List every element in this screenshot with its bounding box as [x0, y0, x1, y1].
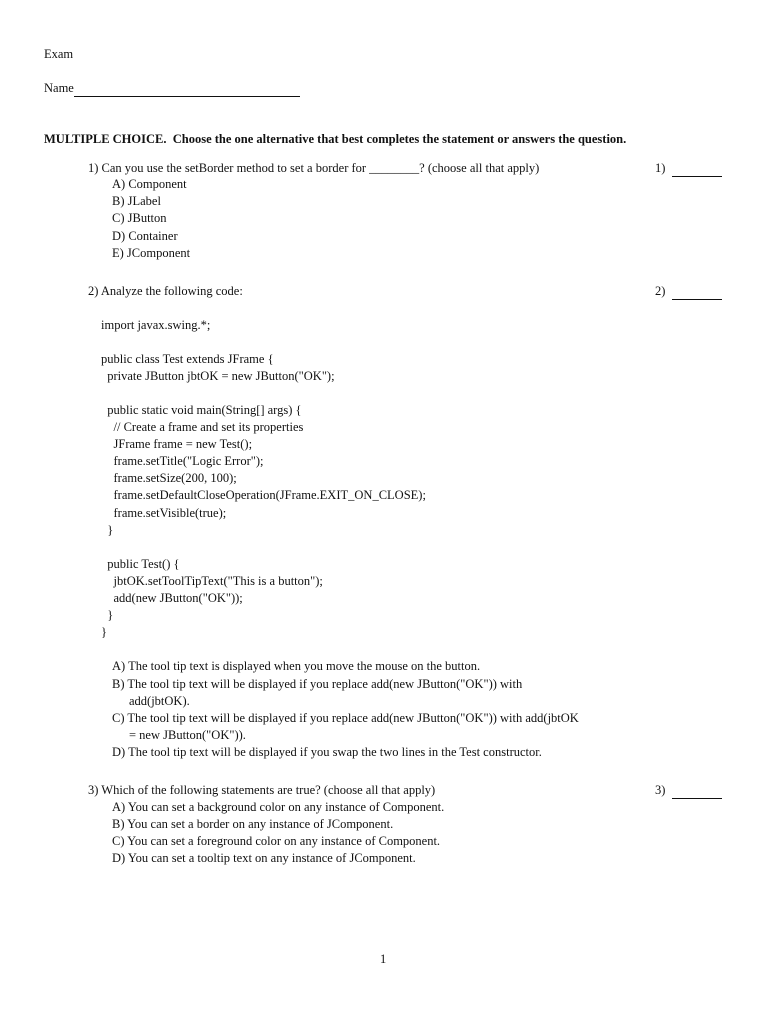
answer-1-blank[interactable]	[672, 160, 722, 177]
code-line: }	[101, 523, 114, 537]
code-line: }	[101, 608, 114, 622]
page-number: 1	[380, 952, 387, 966]
question-3-text: 3) Which of the following statements are true? (choose all that apply)	[88, 783, 436, 797]
code-line: JFrame frame = new Test();	[101, 437, 253, 451]
question-1-text: 1) Can you use the setBorder method to set a border for ________? (choose all that apply)	[88, 161, 540, 175]
code-line: frame.setTitle("Logic Error");	[101, 454, 264, 468]
q1-option-c: C) JButton	[112, 211, 167, 225]
question-3-number: 3)	[655, 783, 666, 797]
q2-option-c-cont: = new JButton("OK")).	[129, 728, 246, 742]
section-heading: MULTIPLE CHOICE. Choose the one alternative that best completes the statement or answers the question.	[44, 132, 627, 146]
q2-option-d: D) The tool tip text will be displayed if you swap the two lines in the Test constructor.	[112, 745, 542, 759]
code-line: }	[101, 625, 107, 639]
code-line: public static void main(String[] args) {	[101, 403, 302, 417]
code-line: frame.setVisible(true);	[101, 506, 227, 520]
code-line: private JButton jbtOK = new JButton("OK");	[101, 369, 335, 383]
answer-2-blank[interactable]	[672, 283, 722, 300]
code-line: public Test() {	[101, 557, 180, 571]
q3-option-b: B) You can set a border on any instance of JComponent.	[112, 817, 394, 831]
name-label: Name	[44, 81, 74, 95]
q1-option-e: E) JComponent	[112, 246, 191, 260]
q3-option-d: D) You can set a tooltip text on any instance of JComponent.	[112, 851, 416, 865]
name-blank[interactable]	[74, 80, 300, 97]
answer-3-blank[interactable]	[672, 782, 722, 799]
code-line: add(new JButton("OK"));	[101, 591, 243, 605]
code-line: // Create a frame and set its properties	[101, 420, 304, 434]
q1-option-b: B) JLabel	[112, 194, 161, 208]
q3-option-a: A) You can set a background color on any instance of Component.	[112, 800, 445, 814]
code-line: frame.setSize(200, 100);	[101, 471, 237, 485]
code-line: jbtOK.setToolTipText("This is a button");	[101, 574, 323, 588]
q2-option-b: B) The tool tip text will be displayed if you replace add(new JButton("OK")) with	[112, 677, 523, 691]
q2-option-b-cont: add(jbtOK).	[129, 694, 190, 708]
q2-option-c: C) The tool tip text will be displayed if you replace add(new JButton("OK")) with add(jbtOK	[112, 711, 579, 725]
exam-label: Exam	[44, 47, 74, 61]
q2-option-a: A) The tool tip text is displayed when you move the mouse on the button.	[112, 659, 481, 673]
code-line: import javax.swing.*;	[101, 318, 211, 332]
q3-option-c: C) You can set a foreground color on any instance of Component.	[112, 834, 441, 848]
question-1-number: 1)	[655, 161, 666, 175]
name-line	[44, 80, 300, 97]
question-2-text: 2) Analyze the following code:	[88, 284, 243, 298]
code-line: frame.setDefaultCloseOperation(JFrame.EXIT_ON_CLOSE);	[101, 488, 426, 502]
q1-option-a: A) Component	[112, 177, 187, 191]
code-line: public class Test extends JFrame {	[101, 352, 274, 366]
question-2-number: 2)	[655, 284, 666, 298]
q1-option-d: D) Container	[112, 229, 178, 243]
